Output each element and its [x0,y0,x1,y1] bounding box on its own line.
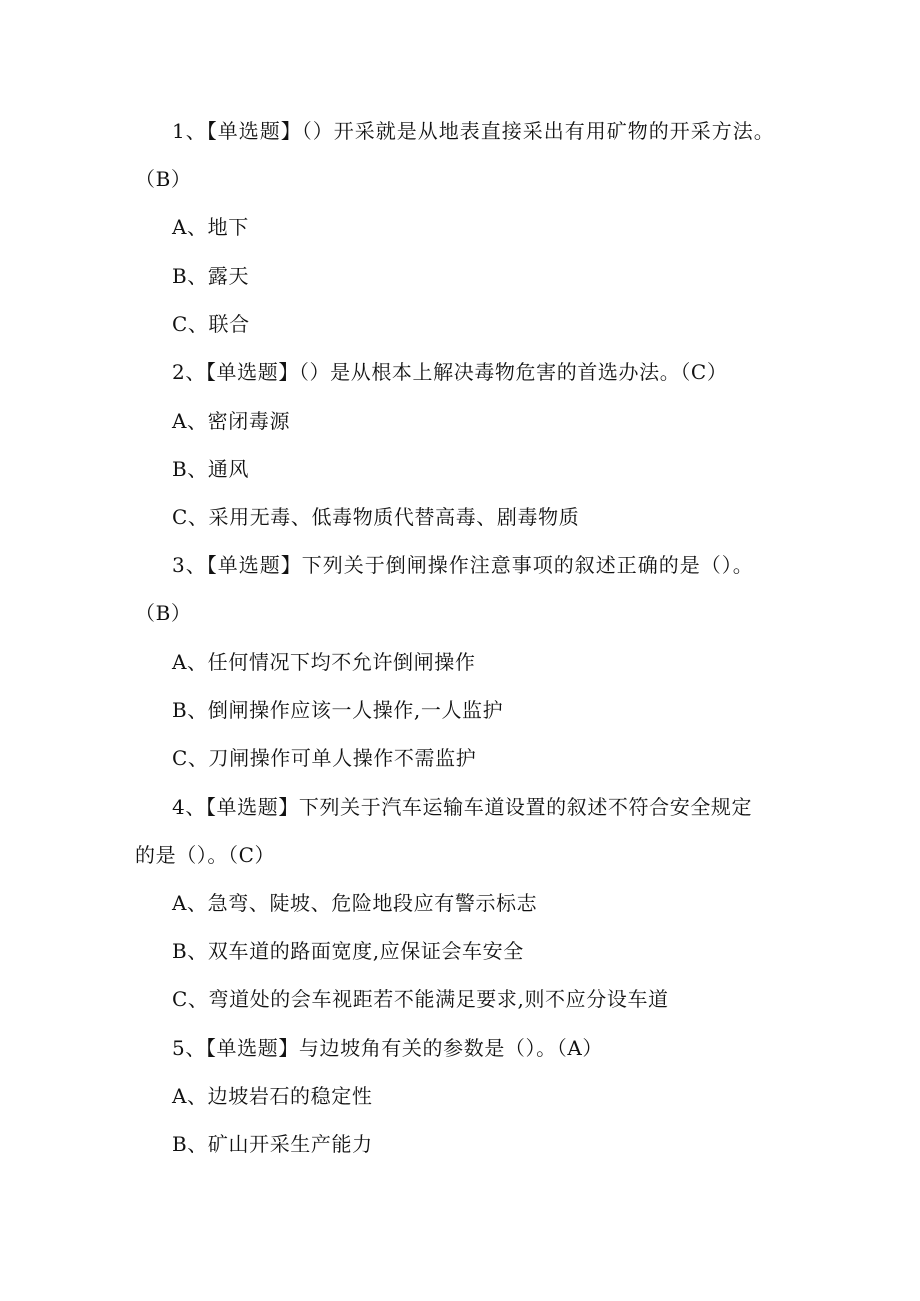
question-4-option-c: C、弯道处的会车视距若不能满足要求,则不应分设车道 [172,987,669,1011]
question-5-option-a: A、边坡岩石的稳定性 [172,1084,373,1108]
question-3-text: 3、【单选题】下列关于倒闸操作注意事项的叙述正确的是（）。 [172,553,754,577]
question-1-answer: （B） [135,167,192,191]
question-3-option-c: C、刀闸操作可单人操作不需监护 [172,746,477,770]
question-2-option-c: C、采用无毒、低毒物质代替高毒、剧毒物质 [172,505,580,529]
question-1-option-c: C、联合 [172,312,250,336]
question-3-option-a: A、任何情况下均不允许倒闸操作 [172,650,476,674]
question-3-answer: （B） [135,601,192,625]
question-4-option-b: B、双车道的路面宽度,应保证会车安全 [172,939,524,963]
question-4-continuation: 的是（）。（C） [135,843,276,867]
question-5-text: 5、【单选题】与边坡角有关的参数是（）。（A） [172,1036,603,1060]
question-2-text: 2、【单选题】（）是从根本上解决毒物危害的首选办法。（C） [172,360,728,384]
question-2-option-a: A、密闭毒源 [172,409,291,433]
question-1-option-a: A、地下 [172,215,249,239]
question-3-option-b: B、倒闸操作应该一人操作,一人监护 [172,698,504,722]
question-1-option-b: B、露天 [172,264,250,288]
question-4-text: 4、【单选题】下列关于汽车运输车道设置的叙述不符合安全规定 [172,795,753,819]
question-5-option-b: B、矿山开采生产能力 [172,1132,373,1156]
question-1-text: 1、【单选题】（）开采就是从地表直接采出有用矿物的开采方法。 [172,119,775,143]
question-2-option-b: B、通风 [172,457,250,481]
question-4-option-a: A、急弯、陡坡、危险地段应有警示标志 [172,891,538,915]
